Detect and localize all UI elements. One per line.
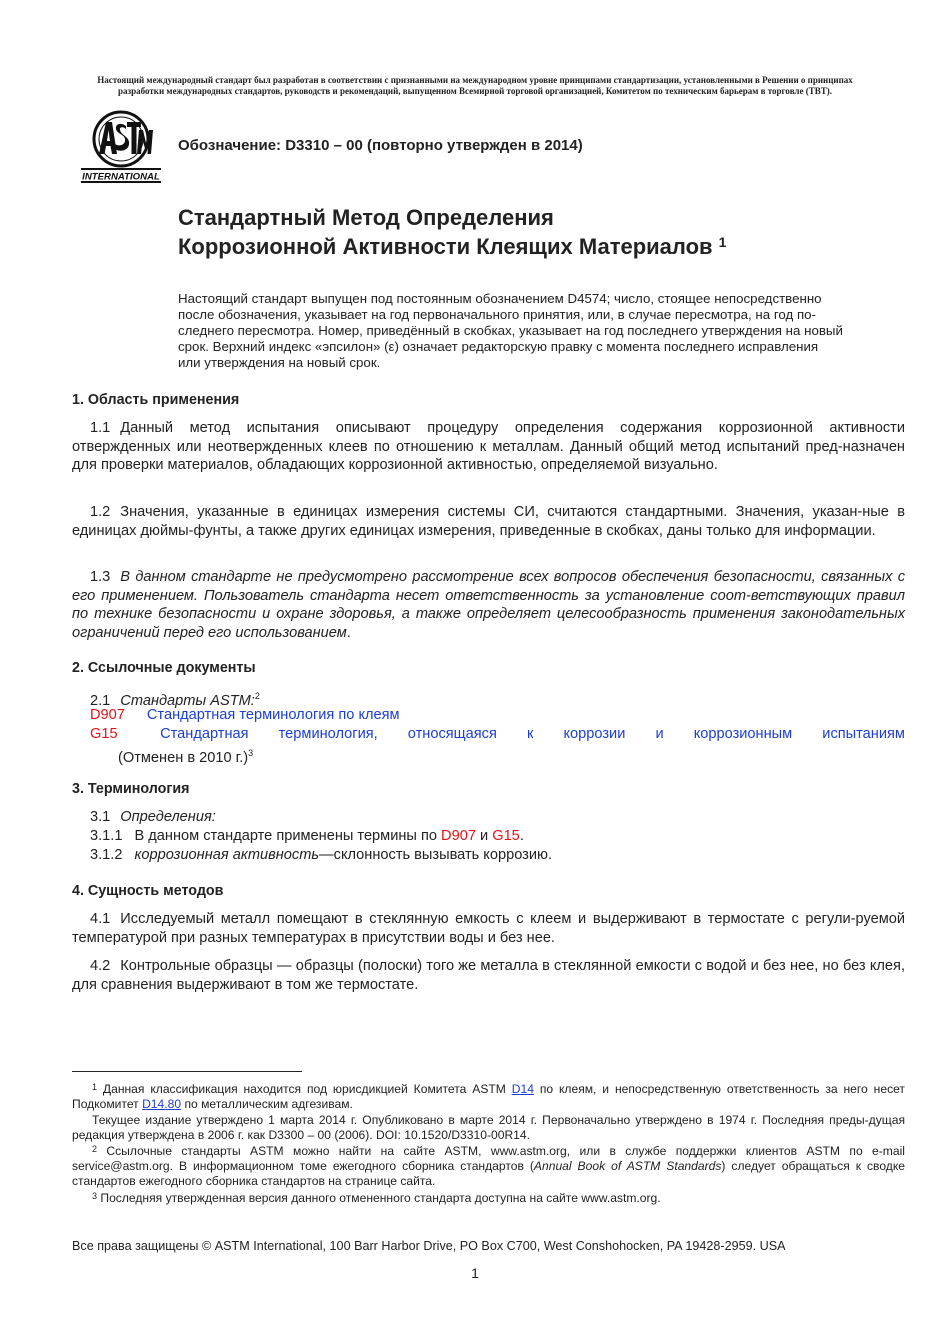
preamble xyxy=(178,291,900,371)
title-line-1: Стандартный Метод Определения xyxy=(178,205,554,230)
paragraph-text: Значения, указанные в единицах измерения системы СИ, считаются стандартными. Значения, указан-ные в единицах дюймы-фунты, а также других единицах измерения, приведенные в скобках, даны только для информации. xyxy=(72,504,905,539)
conjunction: и xyxy=(480,828,489,844)
footnote-text: по клеям, и непосредственную ответственность за него несет Подкомитет xyxy=(72,1082,905,1112)
title-line-2 xyxy=(178,232,726,261)
reference-g15-line xyxy=(90,725,905,744)
title-footnote-mark: 1 xyxy=(718,234,727,250)
paragraph-number: 2.1 xyxy=(90,692,111,709)
footnote-text: Текущее издание утверждено 1 марта 2014 г. Опубликовано в марте 2014 г. Первоначально утверждено в 1974 г. Последняя преды-дущая редакция утверждена в 2006 г. как D3300 – 00 (2006). DOI: 10.1520/D3310-00R14. xyxy=(72,1113,905,1143)
footnote-mark: 3 xyxy=(248,747,254,758)
paragraph-number: 3.1.1 xyxy=(90,828,123,844)
term-ref-d907-link[interactable]: D907 xyxy=(441,828,476,844)
defined-term: коррозионная активность xyxy=(134,847,320,863)
preamble-line: или утверждения на новый срок. xyxy=(178,355,381,371)
document-title xyxy=(178,203,726,261)
paragraph-end: . xyxy=(346,624,351,641)
paragraph-3-1-2 xyxy=(90,846,905,865)
copyright-footer: Все права защищены © ASTM International, 100 Barr Harbor Drive, PO Box C700, West Conshohocken, PA 19428-2959. USA xyxy=(72,1239,786,1253)
astm-logo xyxy=(79,108,163,184)
paragraph-number: 1.3 xyxy=(90,569,111,585)
paragraph-number: 3.1 xyxy=(90,809,111,825)
logo-subtitle: INTERNATIONAL xyxy=(82,171,160,183)
footnote-text: Данная классификация находится под юрисдикцией Комитета ASTM xyxy=(102,1082,506,1096)
withdrawn-note: (Отменен в 2010 г.) xyxy=(118,749,249,766)
paragraph-end: . xyxy=(519,828,524,844)
astm-logo-icon xyxy=(79,108,163,184)
section-1-heading: 1. Область применения xyxy=(72,392,240,408)
reference-word[interactable]: терминология, xyxy=(278,726,378,742)
paragraph-text: Стандарты ASTM: xyxy=(120,692,255,709)
reference-title-link[interactable]: Стандартная терминология по клеям xyxy=(146,707,400,723)
preamble-line: следнего пересмотра. Номер, приведённый в скобках, указывает на год последнего утверждения на новый xyxy=(178,323,843,339)
reference-word[interactable]: Стандартная xyxy=(160,726,249,742)
paragraph-text: В данном стандарте применены термины по xyxy=(134,828,437,844)
footnote-mark: 2 xyxy=(254,691,260,701)
title-line-2-text: Коррозионной Активности Клеящих Материалов xyxy=(178,234,713,259)
section-4-heading: 4. Сущность методов xyxy=(72,883,224,899)
reference-d907 xyxy=(90,706,905,725)
footnote-3 xyxy=(72,1191,905,1206)
reference-word[interactable]: относящаяся xyxy=(407,726,497,742)
footnote-number: 1 xyxy=(92,1082,98,1092)
preamble-line: после обозначения, указывает на год первоначального принятия, или, в случае пересмотра, на год по- xyxy=(178,307,816,323)
footnote-text: Ссылочные стандарты ASTM можно найти на сайте ASTM, www.astm.org, или в службе поддержки клиентов ASTM по e-mail service@astm.org. В информационном томе ежегодного сборника стандартов ( xyxy=(72,1144,905,1174)
preamble-line: Настоящий стандарт выпущен под постоянным обозначением D4574; число, стоящее непосредственно xyxy=(178,291,822,306)
paragraph-3-1 xyxy=(90,808,905,827)
paragraph-1-2 xyxy=(72,503,905,540)
preamble-line: срок. Верхний индекс «эпсилон» (ε) означает редакторскую правку с момента последнего исправления xyxy=(178,339,819,355)
footnote-text: по металлическим адгезивам. xyxy=(184,1097,353,1112)
paragraph-text: Исследуемый металл помещают в стеклянную емкость с клеем и выдерживают в термостате с регули-руемой температурой при разных температурах в присутствии воды и без нее. xyxy=(72,911,905,946)
standards-notice xyxy=(72,75,878,97)
book-title: Annual Book of ASTM Standards xyxy=(533,1159,722,1174)
paragraph-number: 4.1 xyxy=(90,911,111,927)
paragraph-number: 1.2 xyxy=(90,504,111,520)
footnote-divider xyxy=(72,1071,302,1072)
section-2-heading: 2. Ссылочные документы xyxy=(72,660,256,676)
paragraph-text: Контрольные образцы — образцы (полоски) того же металла в стеклянной емкости с водой и без нее, но без клея, для сравнения выдерживают в том же термостате. xyxy=(72,958,905,993)
paragraph-text: Данный метод испытания описывают процедуру определения содержания коррозионной активности отвержденных или неотвержденных клеев по отношению к металлам. Данный общий метод испытаний пред-назначен для проверки материалов, обладающих коррозионной активностью, определяемой визуально. xyxy=(72,420,905,473)
section-3-heading: 3. Терминология xyxy=(72,781,190,797)
safety-statement: В данном стандарте не предусмотрено рассмотрение всех вопросов обеспечения безопасности, связанных с его применением. Пользователь стандарта несет ответственность за установление соот-ветствующих правил по технике безопасности и охране здоровья, а также определяет целесообразность применения законодательных ограничений перед его использованием xyxy=(72,569,905,641)
reference-word[interactable]: испытаниям xyxy=(822,726,905,742)
footnote-1-edition xyxy=(72,1113,905,1143)
paragraph-4-1 xyxy=(72,910,905,947)
page-number: 1 xyxy=(471,1265,479,1281)
footnote-number: 3 xyxy=(92,1191,98,1201)
reference-word[interactable]: коррозионным xyxy=(693,726,793,742)
paragraph-3-1-1 xyxy=(90,827,905,846)
reference-g15 xyxy=(90,725,905,767)
reference-g15-continued xyxy=(90,744,905,767)
paragraph-number: 3.1.2 xyxy=(90,847,123,863)
definition: —склонность вызывать коррозию. xyxy=(319,847,552,863)
subcommittee-d14-80-link[interactable]: D14.80 xyxy=(142,1097,182,1112)
notice-line-2: разработки международных стандартов, руководств и рекомендаций, выпущенном Всемирной торговой организацией, Комитетом по техническим барьерам в торговле (TBT). xyxy=(118,86,832,96)
footnote-number: 2 xyxy=(92,1144,98,1154)
footnote-text: Последняя утвержденная версия данного отмененного стандарта доступна на сайте www.astm.org. xyxy=(100,1191,661,1205)
reference-code-link[interactable]: G15 xyxy=(90,726,118,742)
reference-code-link[interactable]: D907 xyxy=(90,707,125,723)
paragraph-number: 1.1 xyxy=(90,420,111,436)
footnote-text: ) следует обращаться к сводке стандартов ежегодного сборника стандартов на странице сайта. xyxy=(72,1159,905,1189)
designation: Обозначение: D3310 – 00 (повторно утвержден в 2014) xyxy=(178,137,583,154)
paragraph-1-1 xyxy=(72,419,905,475)
footnote-2 xyxy=(72,1144,905,1190)
reference-word[interactable]: коррозии xyxy=(563,726,626,742)
paragraph-1-3 xyxy=(72,568,905,642)
notice-line-1: Настоящий международный стандарт был разработан в соответствии с признанными на международном уровне принципами стандартизации, установленными в Решении о принципах xyxy=(97,75,853,85)
reference-word[interactable]: и xyxy=(655,726,664,742)
term-ref-g15-link[interactable]: G15 xyxy=(492,828,520,844)
reference-word[interactable]: к xyxy=(527,726,534,742)
paragraph-4-2 xyxy=(72,957,905,994)
paragraph-text: Определения: xyxy=(120,809,216,825)
committee-d14-link[interactable]: D14 xyxy=(511,1082,534,1096)
footnote-1 xyxy=(72,1082,905,1112)
paragraph-number: 4.2 xyxy=(90,958,111,974)
